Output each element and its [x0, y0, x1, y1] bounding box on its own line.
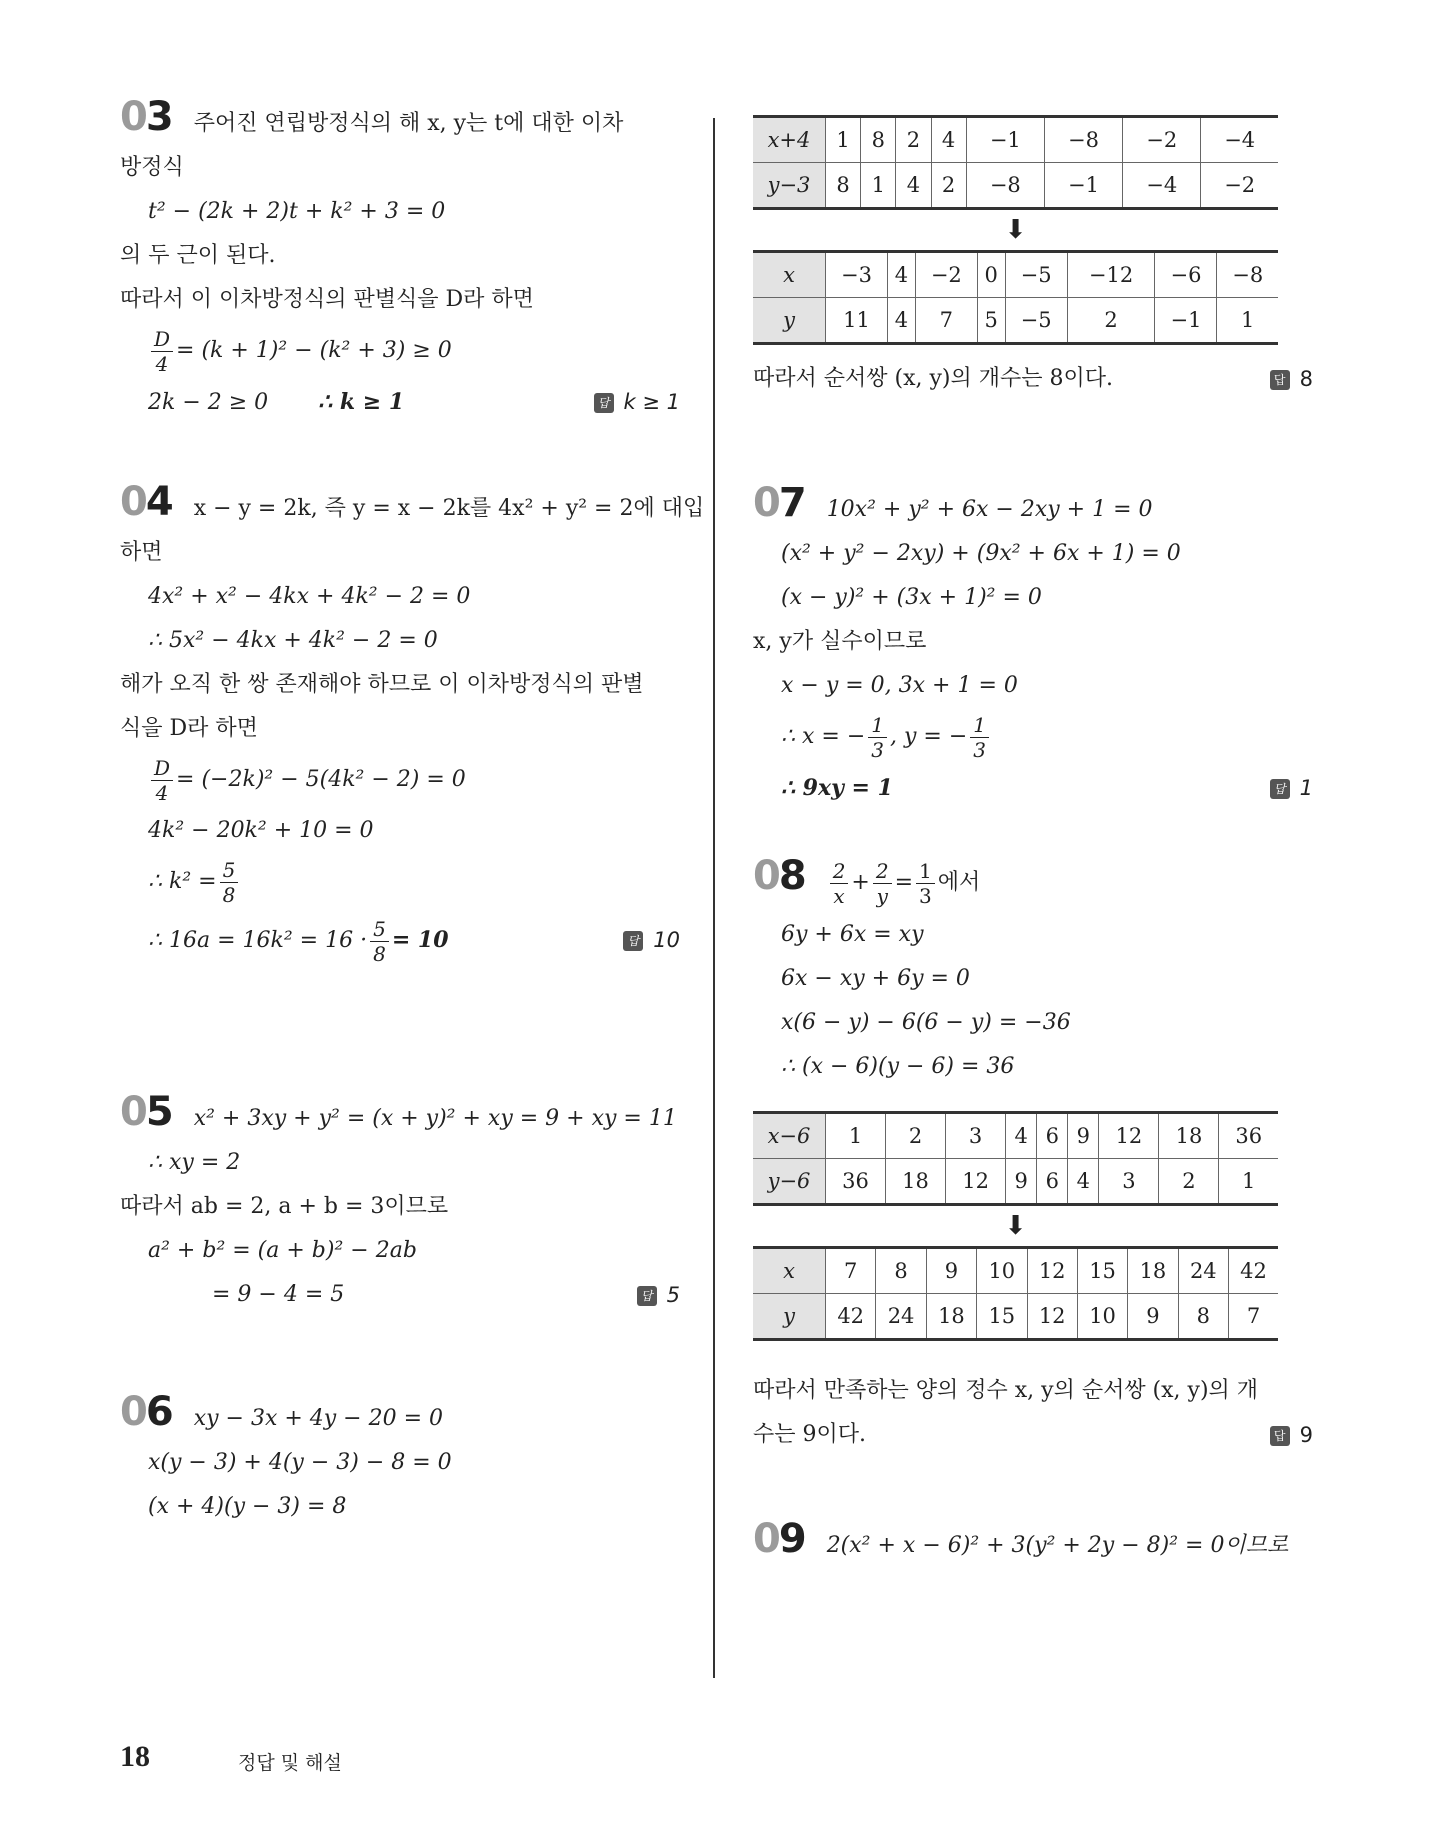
table-cell: 18	[886, 1159, 946, 1205]
table-cell: 42	[1229, 1248, 1279, 1294]
table-row	[753, 298, 1278, 344]
table-cell: −1	[1044, 163, 1122, 209]
problem-intro: 2(x² + x − 6)² + 3(y² + 2y − 8)² = 0이므로	[826, 1533, 1289, 1558]
text-line: 하면	[120, 540, 163, 565]
table-cell: −8	[966, 163, 1044, 209]
text-line: 식을 D라 하면	[120, 716, 258, 741]
problem-intro: 주어진 연립방정식의 해 x, y는 t에 대한 이차	[193, 111, 624, 136]
answer-icon: 답	[623, 931, 643, 951]
left-column	[120, 94, 705, 1529]
answer: 답 5	[637, 1273, 680, 1317]
table-cell: 3	[1099, 1159, 1159, 1205]
right-column	[753, 115, 1313, 1568]
problem-03	[120, 95, 680, 440]
row-header: y−3	[753, 163, 826, 209]
table-row	[753, 1294, 1278, 1340]
equation: a² + b² = (a + b)² − 2ab	[148, 1238, 417, 1263]
equation: ∴ k² = $\frac{5}{8}$	[120, 853, 680, 911]
equation: x(y − 3) + 4(y − 3) − 8 = 0	[148, 1450, 452, 1475]
problem-number: 09	[753, 1516, 805, 1562]
text-line: x, y가 실수이므로	[753, 629, 927, 654]
table-cell: 9	[1068, 1113, 1099, 1159]
row-header: x	[753, 1248, 826, 1294]
table-cell: 9	[926, 1248, 976, 1294]
table-cell: 10	[977, 1248, 1027, 1294]
problem-number: 05	[120, 1089, 172, 1135]
table-row	[753, 163, 1278, 209]
equation: 6x − xy + 6y = 0	[781, 966, 970, 991]
equation: x(6 − y) − 6(6 − y) = −36	[781, 1010, 1071, 1035]
table-cell: 7	[1229, 1294, 1279, 1340]
table-cell: 15	[977, 1294, 1027, 1340]
problem-04	[120, 479, 705, 1050]
table-cell: 8	[826, 163, 861, 209]
table-cell: 0	[977, 252, 1005, 298]
equation: ∴ 9xy = 1 답 1	[753, 766, 1313, 811]
fraction: $\frac{5}{8}$	[370, 917, 389, 966]
conclusion: 수는 9이다. 답 9	[753, 1413, 1313, 1457]
equation: 6y + 6x = xy	[781, 922, 924, 947]
down-arrow-icon: ⬇	[1004, 1211, 1027, 1241]
conclusion: 따라서 순서쌍 (x, y)의 개수는 8이다. 답 8	[753, 357, 1313, 401]
problem-intro: x² + 3xy + y² = (x + y)² + xy = 9 + xy = 11	[193, 1106, 677, 1131]
table-cell: 15	[1077, 1248, 1127, 1294]
answer-icon: 답	[594, 393, 614, 413]
table-cell: −4	[1123, 163, 1201, 209]
equation: $\frac{D}{4}$ = (k + 1)² − (k² + 3) ≥ 0	[120, 322, 680, 380]
table-cell: 7	[826, 1248, 876, 1294]
problem-number: 07	[753, 480, 805, 526]
page-number: 18	[120, 1740, 150, 1773]
fraction: $\frac{D}{4}$	[151, 756, 173, 805]
table-cell: −4	[1201, 117, 1278, 163]
table-cell: 8	[861, 117, 896, 163]
equation: (x² + y² − 2xy) + (9x² + 6x + 1) = 0	[781, 541, 1181, 566]
table-cell: 4	[1068, 1159, 1099, 1205]
table-cell: 8	[876, 1248, 926, 1294]
fraction: $\frac{2}{x}$	[830, 859, 849, 908]
table-cell: −1	[1155, 298, 1217, 344]
table-cell: 12	[1027, 1248, 1077, 1294]
fraction: $\frac{1}{3}$	[868, 713, 887, 762]
table-row	[753, 1113, 1278, 1159]
conclusion: 따라서 만족하는 양의 정수 x, y의 순서쌍 (x, y)의 개	[753, 1378, 1259, 1403]
table-cell: 6	[1037, 1159, 1068, 1205]
answer: 답 8	[1270, 357, 1313, 401]
table-cell: 1	[826, 117, 861, 163]
table-cell: 1	[1219, 1159, 1278, 1205]
equation: ∴ xy = 2	[148, 1150, 241, 1175]
table-cell: 2	[1067, 298, 1155, 344]
equation: = 9 − 4 = 5 답 5	[120, 1273, 680, 1317]
table-cell: 8	[1178, 1294, 1228, 1340]
answer: 답 9	[1270, 1413, 1313, 1457]
answer: 답 1	[1270, 766, 1313, 810]
table-cell: −5	[1005, 252, 1067, 298]
equation: 4x² + x² − 4kx + 4k² − 2 = 0	[148, 584, 471, 609]
answer: 답 k ≥ 1	[594, 380, 680, 424]
table-cell: 4	[887, 252, 915, 298]
table-row	[753, 252, 1278, 298]
table-cell: 42	[826, 1294, 876, 1340]
footer-title: 정답 및 해설	[238, 1752, 342, 1774]
table-factor-pairs	[753, 115, 1278, 210]
equation: 4k² − 20k² + 10 = 0	[148, 818, 374, 843]
table-cell: 10	[1077, 1294, 1127, 1340]
fraction: $\frac{1}{3}$	[916, 859, 935, 908]
row-header: y	[753, 298, 826, 344]
table-cell: 4	[896, 163, 931, 209]
table-cell: −5	[1005, 298, 1067, 344]
equation: t² − (2k + 2)t + k² + 3 = 0	[148, 199, 446, 224]
table-cell: 24	[1178, 1248, 1228, 1294]
row-header: x−6	[753, 1113, 826, 1159]
table-cell: 1	[861, 163, 896, 209]
table-cell: 1	[826, 1113, 886, 1159]
table-cell: 2	[1159, 1159, 1219, 1205]
fraction: $\frac{D}{4}$	[151, 327, 173, 376]
table-cell: −2	[1123, 117, 1201, 163]
equation: ∴ 5x² − 4kx + 4k² − 2 = 0	[148, 628, 438, 653]
equation: 2k − 2 ≥ 0 ∴ k ≥ 1 답 k ≥ 1	[120, 380, 680, 425]
table-cell: 6	[1037, 1113, 1068, 1159]
text-line: 방정식	[120, 155, 184, 180]
table-cell: 7	[915, 298, 977, 344]
text-line: 해가 오직 한 쌍 존재해야 하므로 이 이차방정식의 판별	[120, 672, 644, 697]
problem-06-continued	[753, 115, 1313, 401]
table-cell: 9	[1006, 1159, 1037, 1205]
fraction: $\frac{1}{3}$	[970, 713, 989, 762]
table-cell: 24	[876, 1294, 926, 1340]
equation: (x + 4)(y − 3) = 8	[148, 1494, 347, 1519]
problem-number: 03	[120, 94, 172, 140]
answer-icon: 답	[1270, 779, 1290, 799]
fraction: $\frac{5}{8}$	[220, 858, 239, 907]
table-cell: −8	[1217, 252, 1278, 298]
table-cell: −6	[1155, 252, 1217, 298]
table-cell: 12	[1027, 1294, 1077, 1340]
table-cell: 2	[896, 117, 931, 163]
equation: $\frac{D}{4}$ = (−2k)² − 5(4k² − 2) = 0	[120, 751, 680, 809]
fraction: $\frac{2}{y}$	[873, 859, 892, 908]
table-cell: −3	[826, 252, 888, 298]
row-header: x+4	[753, 117, 826, 163]
table-cell: −1	[966, 117, 1044, 163]
down-arrow-icon: ⬇	[1004, 215, 1027, 245]
answer-icon: 답	[1270, 370, 1290, 390]
text-line: 따라서 이 이차방정식의 판별식을 D라 하면	[120, 287, 534, 312]
table-cell: 36	[1219, 1113, 1278, 1159]
table-cell: −12	[1067, 252, 1155, 298]
answer: 답 10	[623, 911, 680, 969]
table-cell: 12	[1099, 1113, 1159, 1159]
table-cell: 12	[946, 1159, 1006, 1205]
table-cell: −2	[1201, 163, 1278, 209]
table-cell: 18	[1128, 1248, 1178, 1294]
equation: x − y = 0, 3x + 1 = 0	[781, 673, 1018, 698]
table-solutions	[753, 250, 1278, 345]
table-cell: 2	[886, 1113, 946, 1159]
problem-05	[120, 1090, 680, 1350]
answer-icon: 답	[1270, 1426, 1290, 1446]
table-cell: 36	[826, 1159, 886, 1205]
table-cell: −8	[1044, 117, 1122, 163]
table-cell: 4	[1006, 1113, 1037, 1159]
row-header: y−6	[753, 1159, 826, 1205]
table-row	[753, 117, 1278, 163]
equation: ∴ x = − $\frac{1}{3}$ , y = − $\frac{1}{3}$	[753, 708, 1313, 766]
table-solutions	[753, 1246, 1278, 1341]
table-row	[753, 1159, 1278, 1205]
table-cell: 18	[1159, 1113, 1219, 1159]
answer-icon: 답	[637, 1286, 657, 1306]
problem-number: 08	[753, 853, 805, 899]
table-row	[753, 1248, 1278, 1294]
equation: (x − y)² + (3x + 1)² = 0	[781, 585, 1042, 610]
row-header: y	[753, 1294, 826, 1340]
table-cell: 1	[1217, 298, 1278, 344]
table-cell: 5	[977, 298, 1005, 344]
table-cell: 4	[931, 117, 966, 163]
equation: ∴ (x − 6)(y − 6) = 36	[781, 1054, 1015, 1079]
table-factor-pairs	[753, 1111, 1278, 1206]
table-cell: 9	[1128, 1294, 1178, 1340]
text-line: 따라서 ab = 2, a + b = 3이므로	[120, 1194, 449, 1219]
problem-intro: 10x² + y² + 6x − 2xy + 1 = 0	[826, 497, 1153, 522]
table-cell: 18	[926, 1294, 976, 1340]
column-divider	[713, 118, 715, 1678]
problem-08: 08 $\frac{2}{x}$ + $\frac{2}{y}$ = $\frac{1}{3}$ 에서 6y + 6x = xy 6x − xy + 6y = 0 x(6 − y) − 6(6 − y) = −36 ∴ (x − 6)(y − 6) = 36 x−6 1 2 3 4 6 9 12 18 36 y−6 36 18 12 9 6 4 3 2 1 ⬇ x 7 8 9 10 12 15 18 24 42 y 42 24 18 15 12 10 9 8 7 따라서 만족하는 양의 정수 x, y의 순서쌍 (x, y)의 개 수는 9이다. 답 9	[753, 846, 1313, 1457]
table-cell: 3	[946, 1113, 1006, 1159]
table-cell: 11	[826, 298, 888, 344]
problem-intro: xy − 3x + 4y − 20 = 0	[193, 1406, 444, 1431]
problem-09	[753, 1517, 1313, 1568]
problem-06	[120, 1390, 680, 1529]
problem-number: 04	[120, 479, 172, 525]
problem-07	[753, 481, 1313, 826]
row-header: x	[753, 252, 826, 298]
text-line: 의 두 근이 된다.	[120, 243, 276, 268]
table-cell: 4	[887, 298, 915, 344]
table-cell: 2	[931, 163, 966, 209]
problem-intro: x − y = 2k, 즉 y = x − 2k를 4x² + y² = 2에 대입	[193, 496, 705, 521]
equation: ∴ 16a = 16k² = 16 · $\frac{5}{8}$ = 10 답 10	[120, 911, 680, 970]
problem-number: 06	[120, 1389, 172, 1435]
table-cell: −2	[915, 252, 977, 298]
